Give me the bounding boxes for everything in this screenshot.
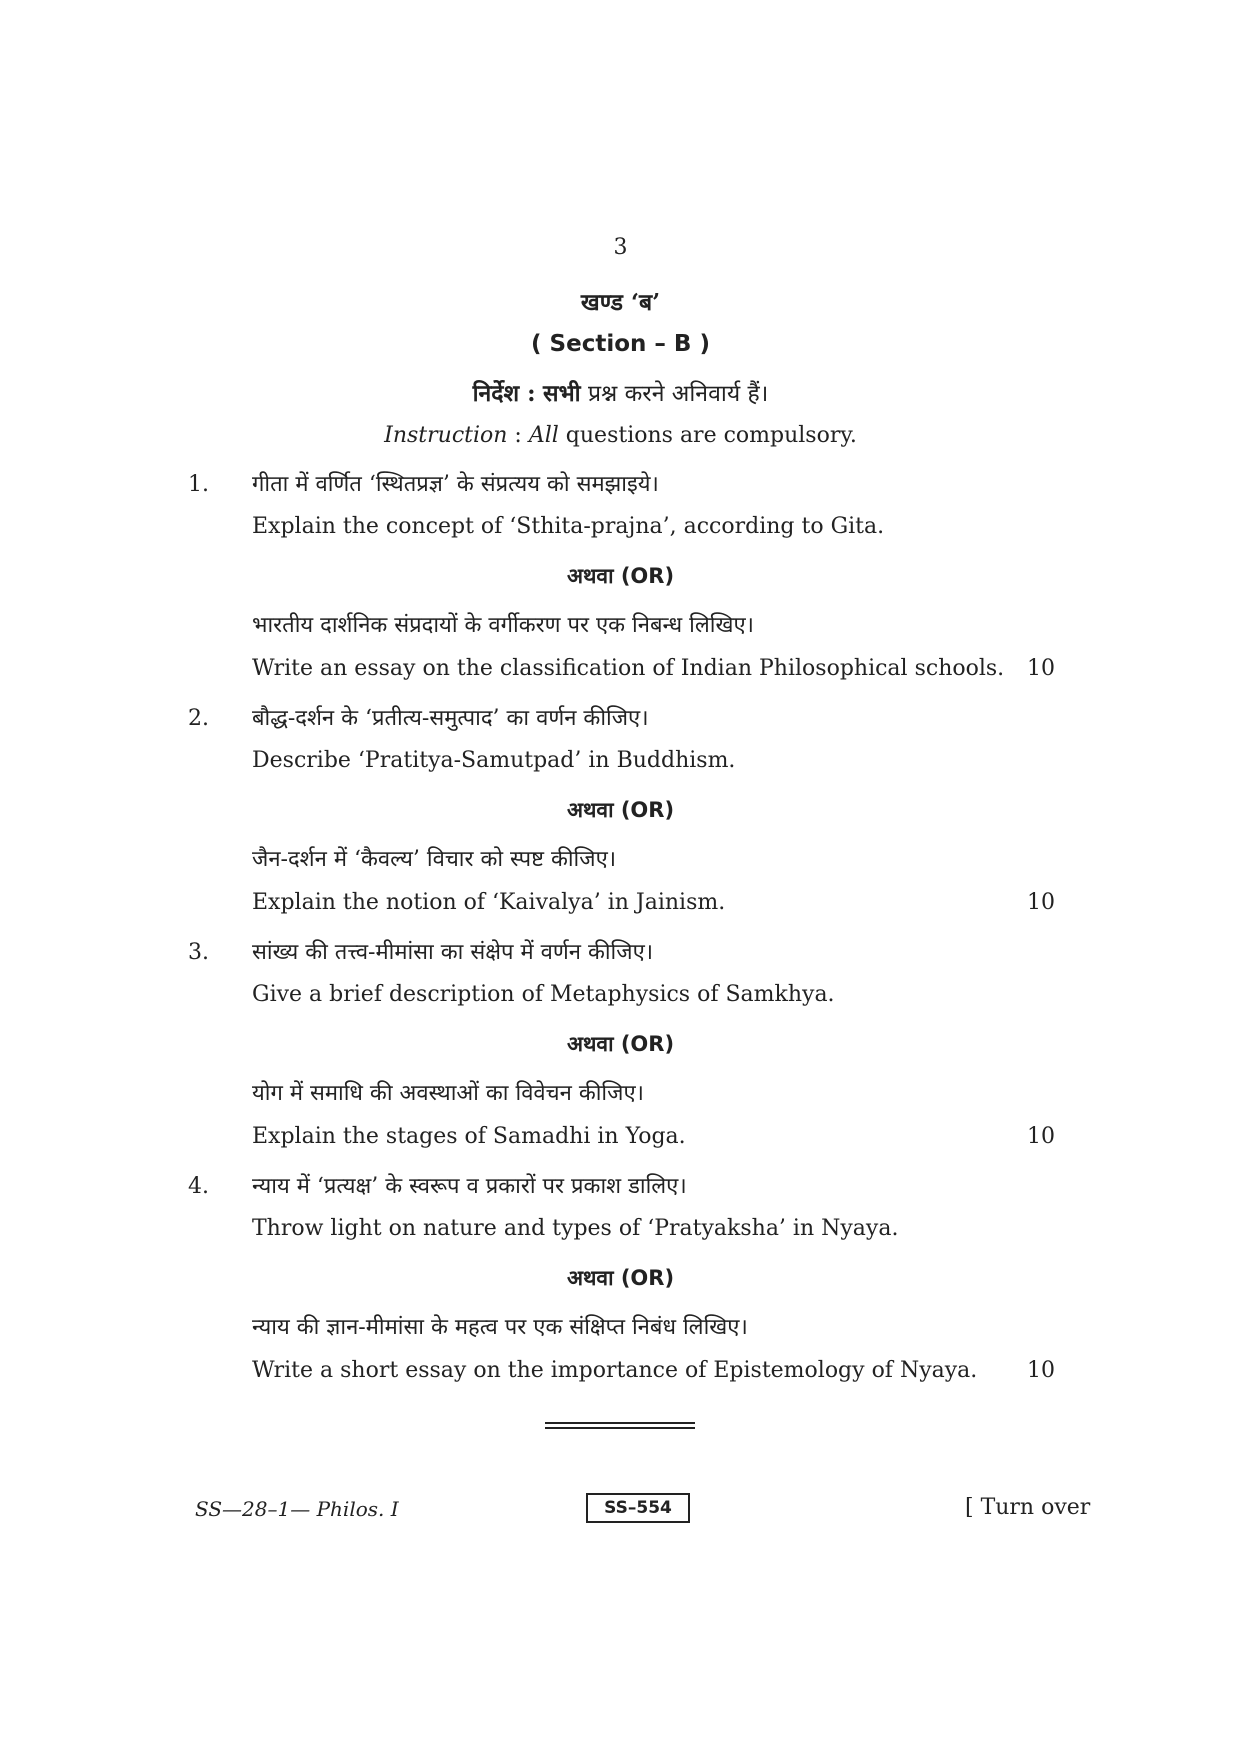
question-hindi: गीता में वर्णित ‘स्थितप्रज्ञ’ के संप्रत्यय को समझाइये। xyxy=(252,472,659,497)
instruction-hindi-all: सभी xyxy=(542,380,581,407)
question-hindi: सांख्य की तत्त्व-मीमांसा का संक्षेप में वर्णन कीजिए। xyxy=(252,940,654,965)
paper-code-box: SS–554 xyxy=(586,1493,690,1523)
instruction-hindi xyxy=(0,376,1241,408)
section-title-english: ( Section – B ) xyxy=(531,331,710,357)
question-number: 4. xyxy=(188,1174,209,1199)
or-separator: अथवा (OR) xyxy=(566,564,675,588)
alternative-hindi: जैन-दर्शन में ‘कैवल्य’ विचार को स्पष्ट कीजिए। xyxy=(252,847,617,872)
instruction-english-sep: : xyxy=(507,423,529,448)
section-title-hindi: खण्ड ‘ब’ xyxy=(580,289,661,316)
question-number: 2. xyxy=(188,706,209,731)
alternative-english: Explain the notion of ‘Kaivalya’ in Jainism. xyxy=(252,890,726,915)
question-number: 3. xyxy=(188,940,209,965)
question-hindi: न्याय में ‘प्रत्यक्ष’ के स्वरूप व प्रकारों पर प्रकाश डालिए। xyxy=(252,1174,687,1199)
alternative-english: Write a short essay on the importance of Epistemology of Nyaya. xyxy=(252,1358,978,1383)
question-english: Explain the concept of ‘Sthita-prajna’, according to Gita. xyxy=(252,514,885,539)
question-english: Throw light on nature and types of ‘Pratyaksha’ in Nyaya. xyxy=(252,1216,899,1241)
alternative-english: Write an essay on the classification of Indian Philosophical schools. xyxy=(252,656,1005,681)
or-separator: अथवा (OR) xyxy=(566,1032,675,1056)
question-english: Give a brief description of Metaphysics of Samkhya. xyxy=(252,982,835,1007)
instruction-english-label: Instruction xyxy=(384,423,508,448)
alternative-hindi: न्याय की ज्ञान-मीमांसा के महत्व पर एक संक्षिप्त निबंध लिखिए। xyxy=(252,1315,748,1340)
marks: 10 xyxy=(1027,1124,1055,1149)
or-separator: अथवा (OR) xyxy=(566,798,675,822)
instruction-english xyxy=(0,423,1241,448)
marks: 10 xyxy=(1027,656,1055,681)
question-hindi: बौद्ध-दर्शन के ‘प्रतीत्य-समुत्पाद’ का वर्णन कीजिए। xyxy=(252,706,649,731)
turn-over-note: [ Turn over xyxy=(965,1495,1091,1520)
question-number: 1. xyxy=(188,472,209,497)
paper-reference: SS—28–1— Philos. I xyxy=(195,1497,399,1521)
page-number: 3 xyxy=(613,235,628,260)
alternative-hindi: भारतीय दार्शनिक संप्रदायों के वर्गीकरण पर एक निबन्ध लिखिए। xyxy=(252,613,754,638)
instruction-english-rest: questions are compulsory. xyxy=(558,423,857,448)
end-rule-bottom xyxy=(545,1427,695,1429)
instruction-english-all: All xyxy=(528,423,559,448)
instruction-hindi-rest: प्रश्न करने अनिवार्य हैं। xyxy=(587,381,769,407)
or-separator: अथवा (OR) xyxy=(566,1266,675,1290)
question-english: Describe ‘Pratitya-Samutpad’ in Buddhism. xyxy=(252,748,736,773)
alternative-english: Explain the stages of Samadhi in Yoga. xyxy=(252,1124,686,1149)
alternative-hindi: योग में समाधि की अवस्थाओं का विवेचन कीजिए। xyxy=(252,1081,644,1106)
marks: 10 xyxy=(1027,1358,1055,1383)
instruction-hindi-label: निर्देश : xyxy=(472,380,536,407)
end-rule-top xyxy=(545,1422,695,1424)
marks: 10 xyxy=(1027,890,1055,915)
